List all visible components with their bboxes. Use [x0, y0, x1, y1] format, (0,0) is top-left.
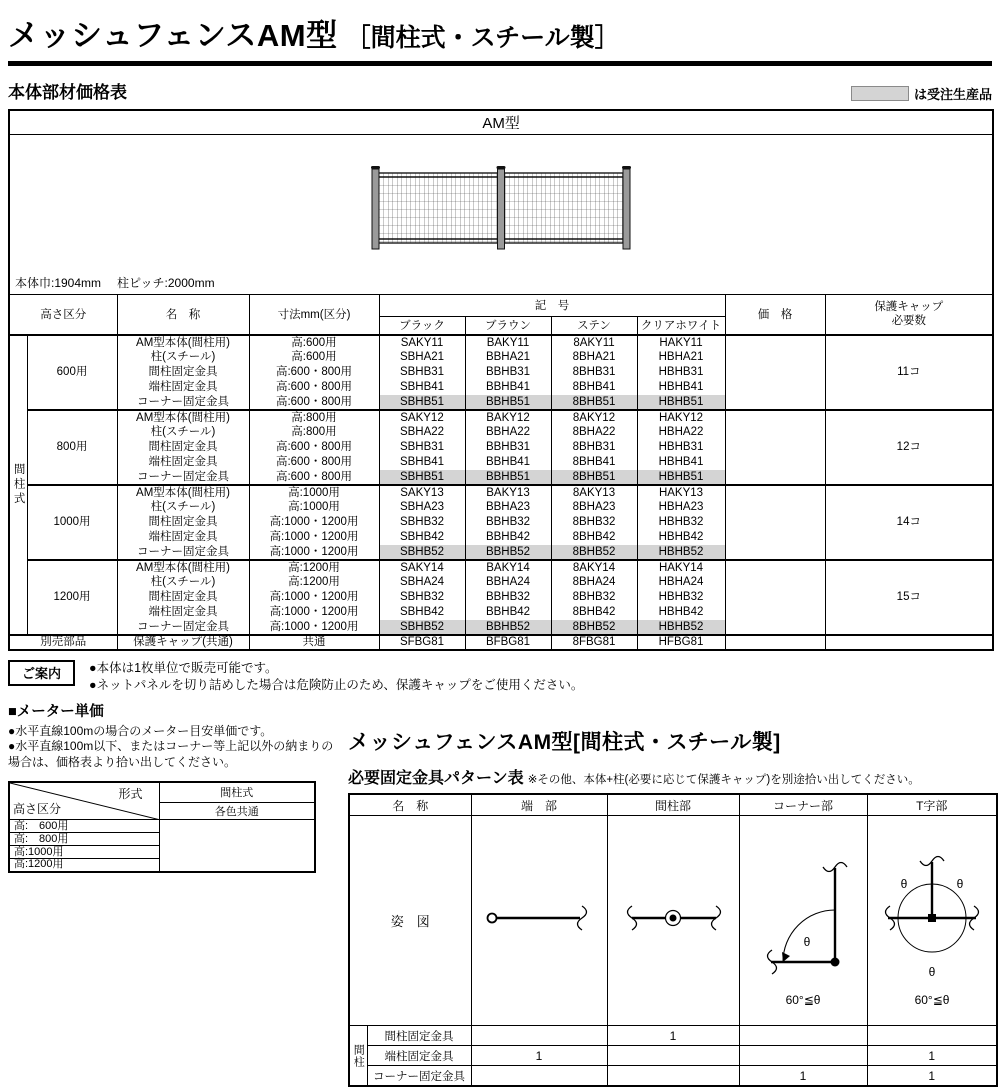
- intermediate-post-figure: [610, 818, 736, 1018]
- all-colors-label: 各色共通: [159, 803, 315, 820]
- product-code: HBHB32: [637, 590, 725, 605]
- intermediate-post-cell: [607, 816, 739, 1026]
- product-code: HBHA23: [637, 500, 725, 515]
- product-code: BBHA24: [465, 575, 551, 590]
- dimension: 高:800用: [249, 410, 379, 425]
- dimension: 高:1000・1200用: [249, 605, 379, 620]
- theta-label: θ: [956, 877, 964, 892]
- product-code: SAKY12: [379, 410, 465, 425]
- part-name: 間柱固定金具: [117, 515, 249, 530]
- price-row: [9, 410, 993, 425]
- dimension: 高:1000・1200用: [249, 620, 379, 635]
- col-header-name: 名 称: [117, 294, 249, 335]
- dimension: 高:1000・1200用: [249, 530, 379, 545]
- price-table-label: 本体部材価格表: [8, 83, 127, 102]
- qty-intermediate: [607, 1066, 739, 1086]
- height-category: 1200用: [27, 560, 117, 635]
- product-code: 8AKY11: [551, 335, 637, 350]
- guide-bullets: [89, 660, 583, 694]
- subhead-row: [8, 78, 992, 103]
- dimension: 高:1200用: [249, 560, 379, 575]
- dimension: 高:1000・1200用: [249, 590, 379, 605]
- product-code: BAKY12: [465, 410, 551, 425]
- product-code: HBHA22: [637, 425, 725, 440]
- part-name: AM型本体(間柱用): [117, 485, 249, 500]
- price-row: [9, 560, 993, 575]
- dimension: 高:1000・1200用: [249, 545, 379, 560]
- part-name: AM型本体(間柱用): [117, 410, 249, 425]
- product-code: BBHA21: [465, 350, 551, 365]
- pattern-subtitle: 必要固定金具パターン表: [348, 769, 524, 787]
- theta-label: θ: [928, 965, 936, 980]
- dimension: 高:1000・1200用: [249, 515, 379, 530]
- product-code: SAKY14: [379, 560, 465, 575]
- pattern-header-tjoint: T字部: [867, 794, 997, 816]
- cap-count: 14コ: [825, 485, 993, 560]
- product-code: 8BHA23: [551, 500, 637, 515]
- product-code: HBHA24: [637, 575, 725, 590]
- product-code: 8BHB41: [551, 455, 637, 470]
- height-category-label: 高さ区分: [13, 802, 62, 817]
- col-header-black: ブラック: [379, 316, 465, 335]
- product-code: SBHA23: [379, 500, 465, 515]
- price-cell: [725, 410, 825, 485]
- product-code: SAKY11: [379, 335, 465, 350]
- meter-price-cell: [159, 820, 315, 872]
- product-code: BBHB51: [465, 395, 551, 410]
- product-code: HFBG81: [637, 635, 725, 650]
- part-name: 柱(スチール): [117, 350, 249, 365]
- made-to-order-legend: [851, 84, 992, 103]
- product-code: SBHA21: [379, 350, 465, 365]
- product-code: SBHB52: [379, 620, 465, 635]
- construction-type-label: 間柱式: [9, 335, 27, 635]
- product-code: HAKY14: [637, 560, 725, 575]
- angle-condition-label: 60°≦θ: [914, 993, 950, 1008]
- price-table: [8, 109, 994, 651]
- price-row: [9, 335, 993, 350]
- price-row: [9, 485, 993, 500]
- corner-part-figure: [741, 818, 865, 1018]
- dimension: 高:1000用: [249, 500, 379, 515]
- theta-label: θ: [803, 935, 811, 950]
- product-code: HBHB51: [637, 395, 725, 410]
- product-code: BBHB41: [465, 380, 551, 395]
- pattern-row: [349, 1046, 997, 1066]
- product-code: SBHB51: [379, 395, 465, 410]
- table-title: AM型: [9, 110, 993, 134]
- construction-type-header: 間柱式: [159, 782, 315, 803]
- pattern-header-name: 名 称: [349, 794, 471, 816]
- product-code: BBHB42: [465, 530, 551, 545]
- pattern-header-corner: コーナー部: [739, 794, 867, 816]
- product-code: 8BHB42: [551, 530, 637, 545]
- part-name: 端柱固定金具: [117, 605, 249, 620]
- col-header-clearwhite: クリアホワイト: [637, 316, 725, 335]
- product-code: HBHB31: [637, 365, 725, 380]
- price-cell: [725, 485, 825, 560]
- product-code: HBHB52: [637, 620, 725, 635]
- dimension: 高:600・800用: [249, 455, 379, 470]
- bullet-item: ●ネットパネルを切り詰めした場合は危険防止のため、保護キャップをご使用ください。: [89, 677, 584, 692]
- guide-section: [8, 660, 992, 694]
- product-code: HBHB31: [637, 440, 725, 455]
- corner-part-cell: [739, 816, 867, 1026]
- product-code: BBHB31: [465, 365, 551, 380]
- dimension: 高:800用: [249, 425, 379, 440]
- post-pitch-note: 柱ピッチ:2000mm: [117, 275, 215, 290]
- cap-header-line1: 保護キャップ: [874, 300, 944, 313]
- title-bar: [8, 8, 992, 66]
- product-code: 8BHB32: [551, 590, 637, 605]
- figure-label: 姿 図: [349, 816, 471, 1026]
- product-code: 8BHB52: [551, 620, 637, 635]
- product-code: BBHB32: [465, 515, 551, 530]
- product-code: 8BHB41: [551, 380, 637, 395]
- meter-price-table: [8, 781, 316, 873]
- price-cell: [725, 335, 825, 410]
- product-code: 8BHB31: [551, 440, 637, 455]
- product-code: BAKY13: [465, 485, 551, 500]
- part-name: 端柱固定金具: [117, 455, 249, 470]
- pattern-section-title: メッシュフェンスAM型[間柱式・スチール製]: [348, 730, 781, 754]
- pattern-header-intermediate: 間柱部: [607, 794, 739, 816]
- cap-count: 11コ: [825, 335, 993, 410]
- dimension: 高:600用: [249, 335, 379, 350]
- diagonal-header-cell: [9, 782, 159, 820]
- height-category: 800用: [27, 410, 117, 485]
- fence-illustration: [370, 161, 632, 253]
- accessory-row: [9, 635, 993, 650]
- dimension: 高:600用: [249, 350, 379, 365]
- fitting-name: コーナー固定金具: [367, 1066, 471, 1086]
- fence-dimensions: [15, 274, 215, 291]
- end-part-cell: [471, 816, 607, 1026]
- col-header-brown: ブラウン: [465, 316, 551, 335]
- bullet-item: ●本体は1枚単位で販売可能です。: [89, 661, 278, 675]
- part-name: 柱(スチール): [117, 575, 249, 590]
- part-name: 端柱固定金具: [117, 530, 249, 545]
- dimension: 高:1200用: [249, 575, 379, 590]
- product-code: SBHB42: [379, 530, 465, 545]
- product-code: HBHB41: [637, 380, 725, 395]
- product-code: 8BHB52: [551, 545, 637, 560]
- product-code: HBHB42: [637, 605, 725, 620]
- qty-intermediate: [607, 1046, 739, 1066]
- product-code: 8BHA22: [551, 425, 637, 440]
- product-code: HBHB32: [637, 515, 725, 530]
- height-category: 1000用: [27, 485, 117, 560]
- product-code: SBHB41: [379, 455, 465, 470]
- meter-height-label: 高: 800用: [9, 833, 159, 846]
- bottom-section: [8, 700, 992, 1087]
- end-part-figure: [474, 818, 604, 1018]
- page-title-suffix: ［間柱式・スチール製］: [345, 24, 620, 52]
- qty-end: [471, 1026, 607, 1046]
- product-code: HBHB41: [637, 455, 725, 470]
- dimension: 高:600・800用: [249, 395, 379, 410]
- qty-end: 1: [471, 1046, 607, 1066]
- fixing-pattern-section: [338, 726, 998, 1087]
- qty-tjoint: [867, 1026, 997, 1046]
- angle-condition-label: 60°≦θ: [785, 993, 821, 1008]
- product-code: BAKY11: [465, 335, 551, 350]
- product-code: BBHB51: [465, 470, 551, 485]
- product-code: BBHB31: [465, 440, 551, 455]
- dimension: 高:1000用: [249, 485, 379, 500]
- fence-illustration-box: [10, 135, 992, 258]
- product-code: HBHB51: [637, 470, 725, 485]
- part-name: 柱(スチール): [117, 425, 249, 440]
- product-code: 8BHB51: [551, 470, 637, 485]
- product-code: SBHA22: [379, 425, 465, 440]
- cap-count: 12コ: [825, 410, 993, 485]
- product-code: BAKY14: [465, 560, 551, 575]
- form-label: 形式: [118, 786, 143, 801]
- part-name: コーナー固定金具: [117, 395, 249, 410]
- cap-count: 15コ: [825, 560, 993, 635]
- product-code: 8BHA24: [551, 575, 637, 590]
- product-code: HAKY11: [637, 335, 725, 350]
- product-code: SBHB32: [379, 515, 465, 530]
- dimension: 高:600・800用: [249, 380, 379, 395]
- product-code: BFBG81: [465, 635, 551, 650]
- product-code: SBHB31: [379, 365, 465, 380]
- product-code: 8AKY13: [551, 485, 637, 500]
- part-name: 端柱固定金具: [117, 380, 249, 395]
- meter-height-row: [9, 820, 315, 833]
- col-header-cap: [825, 294, 993, 335]
- product-code: 8BHA21: [551, 350, 637, 365]
- product-code: SBHA24: [379, 575, 465, 590]
- page-title: メッシュフェンスAM型: [8, 18, 338, 53]
- col-header-code: 記 号: [379, 294, 725, 316]
- guide-label: ご案内: [8, 660, 75, 686]
- accessory-label: 別売部品: [9, 635, 117, 650]
- product-code: 8AKY12: [551, 410, 637, 425]
- col-header-price: 価 格: [725, 294, 825, 335]
- qty-end: [471, 1066, 607, 1086]
- price-cell: [725, 635, 825, 650]
- product-code: HBHB52: [637, 545, 725, 560]
- part-name: 保護キャップ(共通): [117, 635, 249, 650]
- price-cell: [725, 560, 825, 635]
- pattern-row: [349, 1066, 997, 1086]
- qty-tjoint: 1: [867, 1066, 997, 1086]
- t-joint-figure: [870, 818, 994, 1018]
- meter-price-title: ■メーター単価: [8, 703, 104, 720]
- part-name: 間柱固定金具: [117, 440, 249, 455]
- product-code: SAKY13: [379, 485, 465, 500]
- product-code: BBHB52: [465, 545, 551, 560]
- product-code: 8BHB31: [551, 365, 637, 380]
- part-name: コーナー固定金具: [117, 545, 249, 560]
- product-code: 8AKY14: [551, 560, 637, 575]
- product-code: BBHA22: [465, 425, 551, 440]
- part-name: AM型本体(間柱用): [117, 335, 249, 350]
- theta-label: θ: [900, 877, 908, 892]
- part-name: 間柱固定金具: [117, 365, 249, 380]
- product-code: BBHB41: [465, 455, 551, 470]
- product-code: HAKY13: [637, 485, 725, 500]
- product-code: HBHB42: [637, 530, 725, 545]
- fence-width-note: 本体巾:1904mm: [15, 275, 102, 290]
- meter-bullets: [8, 724, 338, 771]
- fitting-name: 間柱固定金具: [367, 1026, 471, 1046]
- pattern-subtitle-row: [348, 765, 998, 788]
- pattern-note: ※その他、本体+柱(必要に応じて保護キャップ)を別途拾い出してください。: [527, 773, 920, 786]
- dimension: 高:600・800用: [249, 470, 379, 485]
- dimension: 高:600・800用: [249, 440, 379, 455]
- col-header-dimension: 寸法mm(区分): [249, 294, 379, 335]
- side-label: 間柱: [349, 1026, 367, 1086]
- meter-height-label: 高: 600用: [9, 820, 159, 833]
- col-header-height: 高さ区分: [9, 294, 117, 335]
- qty-corner: [739, 1046, 867, 1066]
- product-code: 8FBG81: [551, 635, 637, 650]
- part-name: 柱(スチール): [117, 500, 249, 515]
- product-code: SBHB41: [379, 380, 465, 395]
- product-code: HBHA21: [637, 350, 725, 365]
- product-code: SBHB32: [379, 590, 465, 605]
- fence-illustration-cell: [9, 134, 993, 294]
- part-name: コーナー固定金具: [117, 620, 249, 635]
- dimension: 高:600・800用: [249, 365, 379, 380]
- product-code: BBHB32: [465, 590, 551, 605]
- part-name: AM型本体(間柱用): [117, 560, 249, 575]
- qty-corner: [739, 1026, 867, 1046]
- dimension: 共通: [249, 635, 379, 650]
- product-code: BBHA23: [465, 500, 551, 515]
- product-code: SBHB51: [379, 470, 465, 485]
- product-code: 8BHB32: [551, 515, 637, 530]
- fitting-name: 端柱固定金具: [367, 1046, 471, 1066]
- bullet-item: ●水平直線100m以下、またはコーナー等上記以外の納まりの場合は、価格表より拾い出してください。: [8, 739, 334, 769]
- meter-price-section: [8, 700, 338, 1087]
- height-category: 600用: [27, 335, 117, 410]
- cap-count: [825, 635, 993, 650]
- cap-header-line2: 必要数: [891, 315, 927, 328]
- product-code: SBHB52: [379, 545, 465, 560]
- product-code: HAKY12: [637, 410, 725, 425]
- qty-intermediate: 1: [607, 1026, 739, 1046]
- made-to-order-text: は受注生産品: [913, 87, 992, 102]
- pattern-row: [349, 1026, 997, 1046]
- product-code: BBHB42: [465, 605, 551, 620]
- product-code: SBHB42: [379, 605, 465, 620]
- product-code: BBHB52: [465, 620, 551, 635]
- part-name: コーナー固定金具: [117, 470, 249, 485]
- fixing-pattern-table: [348, 793, 998, 1087]
- product-code: 8BHB42: [551, 605, 637, 620]
- product-code: SBHB31: [379, 440, 465, 455]
- product-code: 8BHB51: [551, 395, 637, 410]
- bullet-item: ●水平直線100mの場合のメーター目安単価です。: [8, 723, 273, 738]
- qty-corner: 1: [739, 1066, 867, 1086]
- meter-height-label: 高:1000用: [9, 846, 159, 859]
- col-header-stainless: ステン: [551, 316, 637, 335]
- qty-tjoint: 1: [867, 1046, 997, 1066]
- t-joint-cell: [867, 816, 997, 1026]
- product-code: SFBG81: [379, 635, 465, 650]
- made-to-order-swatch: [851, 86, 909, 101]
- part-name: 間柱固定金具: [117, 590, 249, 605]
- pattern-header-end: 端 部: [471, 794, 607, 816]
- meter-height-label: 高:1200用: [9, 859, 159, 872]
